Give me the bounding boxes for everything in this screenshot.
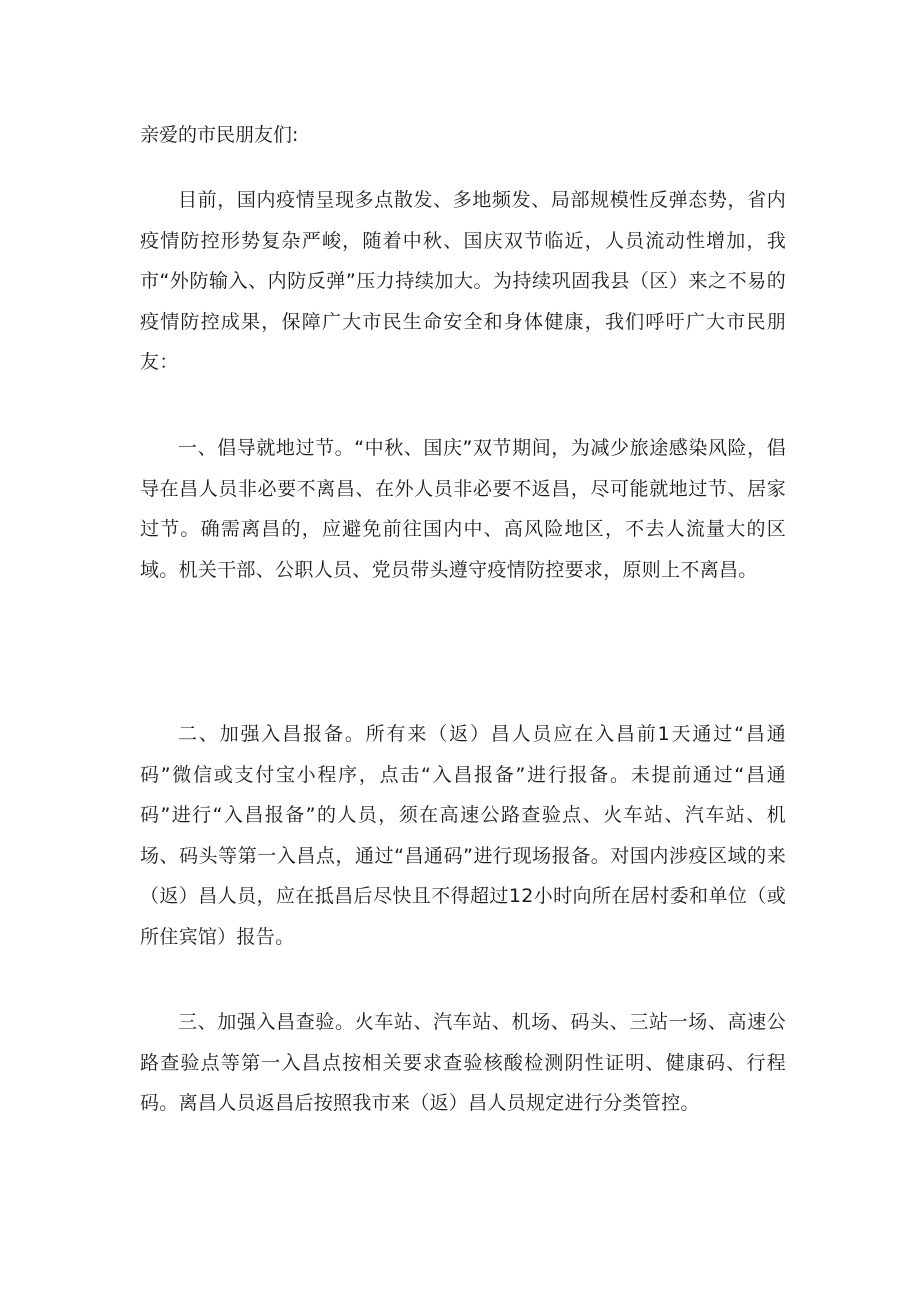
- section-3-paragraph: 三、加强入昌查验。火车站、汽车站、机场、码头、三站一场、高速公路查验点等第一入昌点按相关要求查验核酸检测阴性证明、健康码、行程码。离昌人员返昌后按照我市来（返）昌人员规定进行分类管控。: [140, 1011, 786, 1114]
- intro-paragraph: 目前，国内疫情呈现多点散发、多地频发、局部规模性反弹态势，省内疫情防控形势复杂严峻，随着中秋、国庆双节临近，人员流动性增加，我市“外防输入、内防反弹”压力持续加大。为持续巩固我县（区）来之不易的疫情防控成果，保障广大市民生命安全和身体健康，我们呼吁广大市民朋友：: [140, 189, 786, 373]
- salutation: 亲爱的市民朋友们:: [140, 124, 299, 146]
- section-2-paragraph: 二、加强入昌报备。所有来（返）昌人员应在入昌前1天通过“昌通码”微信或支付宝小程序，点击“入昌报备”进行报备。未提前通过“昌通码”进行“入昌报备”的人员，须在高速公路查验点、火车站、汽车站、机场、码头等第一入昌点，通过“昌通码”进行现场报备。对国内涉疫区域的来（返）昌人员，应在抵昌后尽快且不得超过12小时向所在居村委和单位（或所住宾馆）报告。: [140, 723, 786, 948]
- section-1-paragraph: 一、倡导就地过节。“中秋、国庆”双节期间，为减少旅途感染风险，倡导在昌人员非必要不离昌、在外人员非必要不返昌，尽可能就地过节、居家过节。确需离昌的，应避免前往国内中、高风险地区，不去人流量大的区域。机关干部、公职人员、党员带头遵守疫情防控要求，原则上不离昌。: [140, 437, 786, 581]
